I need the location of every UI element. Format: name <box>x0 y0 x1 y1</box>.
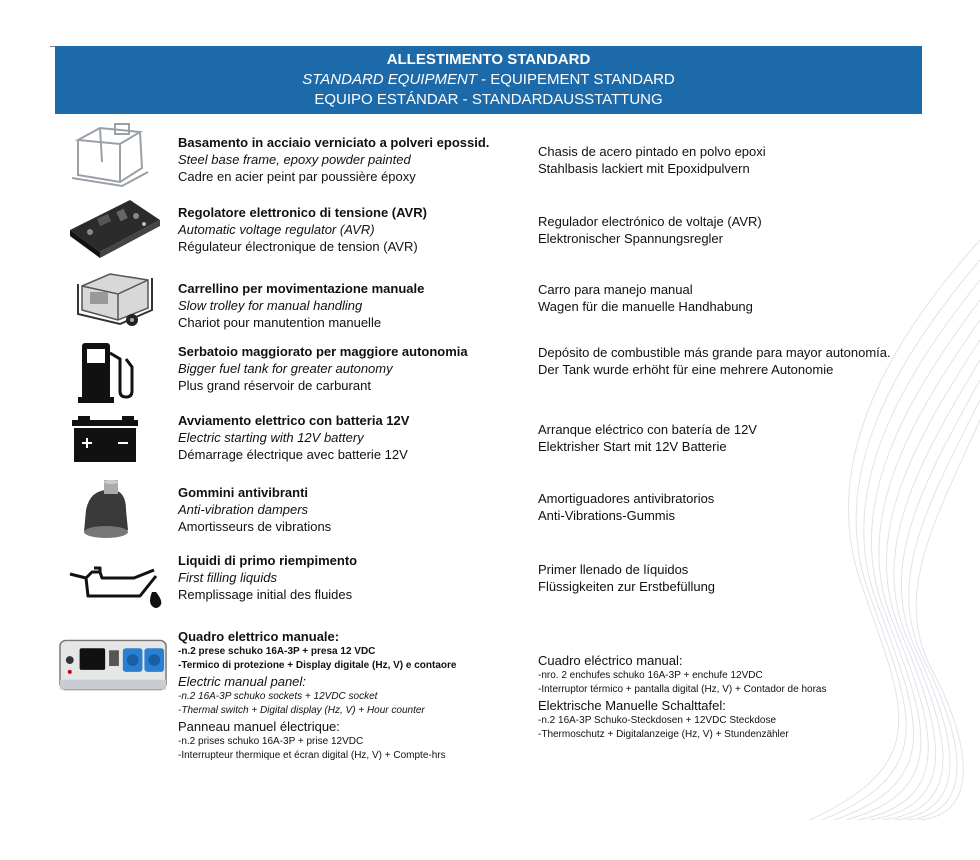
control-panel-icon <box>58 636 168 694</box>
item-frame-es: Chasis de acero pintado en polvo epoxi <box>538 144 766 159</box>
panel-en-line2: -Thermal switch + Digital display (Hz, V) + Hour counter <box>178 705 425 716</box>
avr-board-icon <box>60 190 170 262</box>
panel-fr-line2: -Interrupteur thermique et écran digital (Hz, V) + Compte-hrs <box>178 750 446 761</box>
header-title-es-de: EQUIPO ESTÁNDAR - STANDARDAUSSTATTUNG <box>314 91 663 108</box>
item-trolley-en: Slow trolley for manual handling <box>178 298 363 313</box>
item-trolley-de: Wagen für die manuelle Handhabung <box>538 299 753 314</box>
item-battery-it: Avviamento elettrico con batteria 12V <box>178 413 410 428</box>
panel-it-line2: -Termico di protezione + Display digitale (Hz, V) e contaore <box>178 660 457 671</box>
item-battery-en: Electric starting with 12V battery <box>178 430 364 445</box>
item-liquids-es: Primer llenado de líquidos <box>538 562 689 577</box>
item-frame-fr: Cadre en acier peint par poussière époxy <box>178 169 416 184</box>
item-avr-fr: Régulateur électronique de tension (AVR) <box>178 239 418 254</box>
item-liquids-en: First filling liquids <box>178 570 277 585</box>
item-dampers-fr: Amortisseurs de vibrations <box>178 519 332 534</box>
header-title-en: STANDARD EQUIPMENT <box>302 71 477 88</box>
panel-it-line1: -n.2 prese schuko 16A-3P + presa 12 VDC <box>178 646 376 657</box>
item-battery-fr: Démarrage électrique avec batterie 12V <box>178 447 408 462</box>
panel-fr-line1: -n.2 prises schuko 16A-3P + prise 12VDC <box>178 736 364 747</box>
panel-es-title: Cuadro eléctrico manual: <box>538 653 683 668</box>
steel-frame-icon <box>60 120 170 190</box>
panel-de-title: Elektrische Manuelle Schalttafel: <box>538 698 726 713</box>
item-frame-de: Stahlbasis lackiert mit Epoxidpulvern <box>538 161 750 176</box>
panel-es-line2: -Interruptor térmico + pantalla digital (Hz, V) + Contador de horas <box>538 684 827 695</box>
item-liquids-it: Liquidi di primo riempimento <box>178 553 358 568</box>
trolley-icon <box>60 264 170 330</box>
oil-can-icon <box>60 552 170 614</box>
item-liquids-de: Flüssigkeiten zur Erstbefüllung <box>538 579 716 594</box>
panel-en-line1: -n.2 16A-3P schuko sockets + 12VDC socket <box>178 691 378 702</box>
item-dampers-es: Amortiguadores antivibratorios <box>538 491 715 506</box>
item-fuel-en: Bigger fuel tank for greater autonomy <box>178 361 393 376</box>
panel-de-line2: -Thermoschutz + Digitalanzeige (Hz, V) + Stundenzähler <box>538 729 789 740</box>
item-battery-es: Arranque eléctrico con batería de 12V <box>538 422 757 437</box>
item-dampers-it: Gommini antivibranti <box>178 485 309 500</box>
battery-icon <box>60 410 170 466</box>
item-liquids-fr: Remplissage initial des fluides <box>178 587 353 602</box>
item-fuel-it: Serbatoio maggiorato per maggiore autonomia <box>178 344 468 359</box>
item-trolley-it: Carrellino per movimentazione manuale <box>178 281 425 296</box>
item-frame-en: Steel base frame, epoxy powder painted <box>178 152 411 167</box>
item-avr-de: Elektronischer Spannungsregler <box>538 231 723 246</box>
item-fuel-fr: Plus grand réservoir de carburant <box>178 378 371 393</box>
item-battery-de: Elektrisher Start mit 12V Batterie <box>538 439 727 454</box>
item-avr-en: Automatic voltage regulator (AVR) <box>178 222 375 237</box>
item-dampers-en: Anti-vibration dampers <box>178 502 309 517</box>
panel-fr-title: Panneau manuel électrique: <box>178 719 340 734</box>
panel-es-line1: -nro. 2 enchufes schuko 16A-3P + enchufe 12VDC <box>538 670 763 681</box>
header-title-fr: - EQUIPEMENT STANDARD <box>476 71 675 88</box>
item-avr-it: Regolatore elettronico di tensione (AVR) <box>178 205 427 220</box>
item-fuel-de: Der Tank wurde erhöht für eine mehrere Autonomie <box>538 362 834 377</box>
header-title-en-fr <box>55 70 922 90</box>
item-fuel-es: Depósito de combustible más grande para mayor autonomía. <box>538 345 891 360</box>
rubber-damper-icon <box>60 480 170 544</box>
item-frame-it: Basamento in acciaio verniciato a polveri epossid. <box>178 135 490 150</box>
item-trolley-es: Carro para manejo manual <box>538 282 693 297</box>
header-title-it: ALLESTIMENTO STANDARD <box>386 51 591 68</box>
item-dampers-de: Anti-Vibrations-Gummis <box>538 508 676 523</box>
panel-de-line1: -n.2 16A-3P Schuko-Steckdosen + 12VDC Steckdose <box>538 715 777 726</box>
panel-it-title: Quadro elettrico manuale: <box>178 629 340 644</box>
fuel-pump-icon <box>60 337 170 405</box>
item-trolley-fr: Chariot pour manutention manuelle <box>178 315 382 330</box>
panel-en-title: Electric manual panel: <box>178 674 306 689</box>
item-avr-es: Regulador electrónico de voltaje (AVR) <box>538 214 762 229</box>
header-banner <box>55 46 922 114</box>
